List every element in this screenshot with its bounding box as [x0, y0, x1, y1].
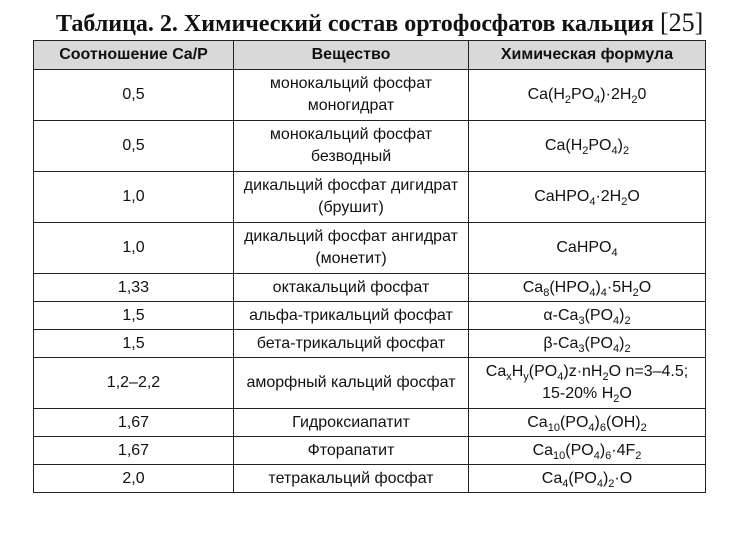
- header-row: [34, 41, 706, 70]
- reference-number: [25]: [659, 8, 704, 37]
- formula-cell: $\beta-Ca_3(PO_4)_2$: [469, 330, 706, 358]
- formula-cell: $Ca_xH_y(PO_4)z\cdot nH_2O$ n=3–4.5; 15-20% $H_2O$: [469, 358, 706, 409]
- substance-cell: Гидроксиапатит: [234, 409, 469, 437]
- formula-cell: CaHPO$_4$: [469, 223, 706, 274]
- ratio-cell: 1,67: [34, 437, 234, 465]
- table-row: [34, 121, 706, 172]
- table-row: [34, 172, 706, 223]
- table-row: [34, 358, 706, 409]
- ratio-cell: 1,33: [34, 274, 234, 302]
- substance-cell: октакальций фосфат: [234, 274, 469, 302]
- ratio-cell: 1,0: [34, 172, 234, 223]
- substance-cell: бета-трикальций фосфат: [234, 330, 469, 358]
- table-row: [34, 465, 706, 493]
- column-header-substance: Вещество: [234, 41, 469, 70]
- ratio-cell: 1,5: [34, 330, 234, 358]
- table-row: [34, 274, 706, 302]
- column-header-formula: Химическая формула: [469, 41, 706, 70]
- ratio-cell: 0,5: [34, 121, 234, 172]
- substance-cell: альфа-трикальций фосфат: [234, 302, 469, 330]
- ratio-cell: 1,0: [34, 223, 234, 274]
- formula-cell: $Ca_{10}(PO_4)_6\cdot 4F_2$: [469, 437, 706, 465]
- substance-cell: аморфный кальций фосфат: [234, 358, 469, 409]
- formula-cell: $Ca(H_2PO_4)_2$: [469, 121, 706, 172]
- ratio-cell: 1,5: [34, 302, 234, 330]
- formula-cell: $Ca_8(HPO_4)_4\cdot 5H_2O$: [469, 274, 706, 302]
- formula-cell: $\alpha-Ca_3(PO_4)_2$: [469, 302, 706, 330]
- formula-cell: $CaHPO_4\cdot 2H_2O$: [469, 172, 706, 223]
- formula-cell: $Ca(H_2PO_4)\cdot 2H_20$: [469, 70, 706, 121]
- ratio-cell: 1,2–2,2: [34, 358, 234, 409]
- table-row: [34, 223, 706, 274]
- table-row: [34, 437, 706, 465]
- substance-cell: тетракальций фосфат: [234, 465, 469, 493]
- substance-cell: Фторапатит: [234, 437, 469, 465]
- ratio-cell: 0,5: [34, 70, 234, 121]
- table-row: [34, 302, 706, 330]
- substance-cell: монокальций фосфат моногидрат: [234, 70, 469, 121]
- table-title-text: Таблица. 2. Химический состав ортофосфатов кальция: [56, 11, 654, 37]
- ratio-cell: 2,0: [34, 465, 234, 493]
- formula-cell: $Ca_{10}(PO_4)_6(OH)_2$: [469, 409, 706, 437]
- table-title: [56, 8, 704, 38]
- substance-cell: монокальций фосфат безводный: [234, 121, 469, 172]
- substance-cell: дикальций фосфат дигидрат (брушит): [234, 172, 469, 223]
- table-row: [34, 70, 706, 121]
- table-row: [34, 330, 706, 358]
- formula-cell: $Ca_4(PO_4)_2\cdot O$: [469, 465, 706, 493]
- ratio-cell: 1,67: [34, 409, 234, 437]
- substance-cell: дикальций фосфат ангидрат (монетит): [234, 223, 469, 274]
- column-header-ratio: Соотношение Ca/P: [34, 41, 234, 70]
- table-row: [34, 409, 706, 437]
- calcium-phosphates-table: [33, 40, 706, 493]
